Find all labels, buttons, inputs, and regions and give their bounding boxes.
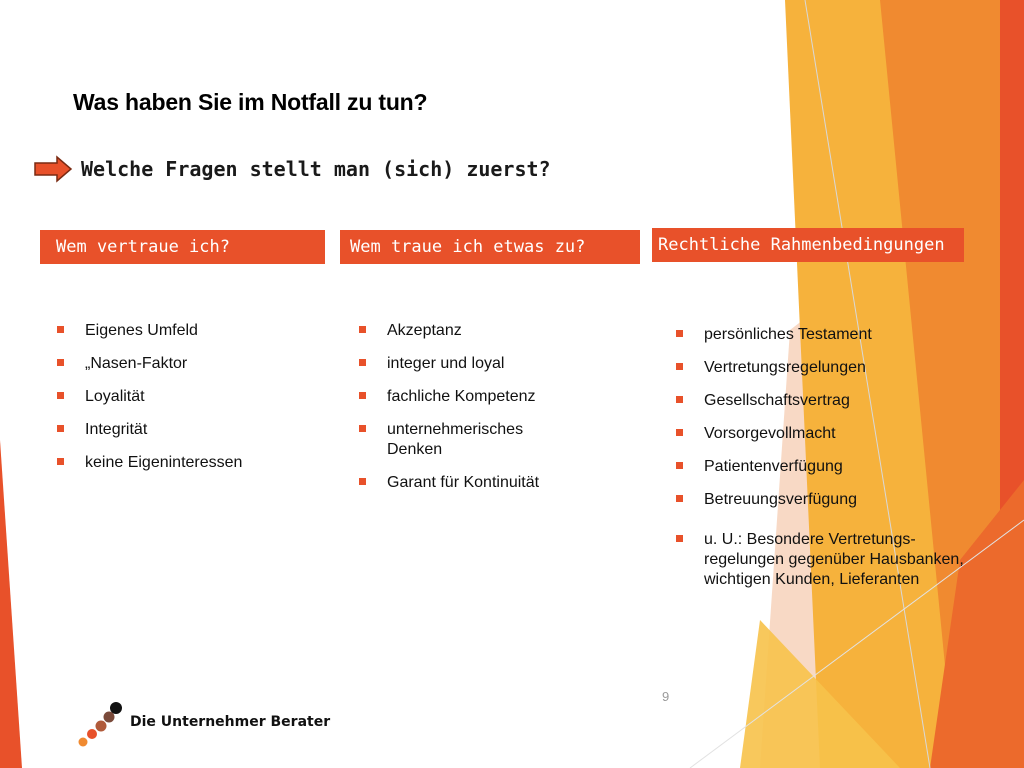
list-item: Vertretungsregelungen xyxy=(674,358,974,378)
page-title: Was haben Sie im Notfall zu tun? xyxy=(73,89,428,115)
square-bullet-icon xyxy=(359,359,366,366)
page-number: 9 xyxy=(662,689,670,704)
list-item: u. U.: Besondere Vertretungs-regelungen gegenüber Hausbanken, wichtigen Kunden, Lieferanten xyxy=(674,530,974,590)
column-header-trust: Wem vertraue ich? xyxy=(40,230,325,264)
column-header-legal: Rechtliche Rahmenbedingungen xyxy=(652,228,964,262)
square-bullet-icon xyxy=(57,326,64,333)
list-item: Eigenes Umfeld xyxy=(55,321,315,341)
dots-logo-icon xyxy=(76,700,136,750)
list-item: Garant für Kontinuität xyxy=(357,473,587,493)
left-accent-shape xyxy=(0,440,22,768)
square-bullet-icon xyxy=(57,359,64,366)
list-item: unternehmerisches Denken xyxy=(357,420,557,460)
square-bullet-icon xyxy=(359,326,366,333)
list-item: „Nasen-Faktor xyxy=(55,354,315,374)
square-bullet-icon xyxy=(359,425,366,432)
square-bullet-icon xyxy=(57,392,64,399)
square-bullet-icon xyxy=(676,462,683,469)
trust-list xyxy=(55,321,315,486)
square-bullet-icon xyxy=(676,330,683,337)
list-item: Loyalität xyxy=(55,387,315,407)
square-bullet-icon xyxy=(57,425,64,432)
list-item: Akzeptanz xyxy=(357,321,587,341)
company-logo-text: Die Unternehmer Berater xyxy=(130,714,331,730)
list-item: Vorsorgevollmacht xyxy=(674,424,974,444)
list-item: fachliche Kompetenz xyxy=(357,387,587,407)
square-bullet-icon xyxy=(359,392,366,399)
list-item: keine Eigeninteressen xyxy=(55,453,315,473)
right-arrow-icon xyxy=(33,155,73,183)
subtitle: Welche Fragen stellt man (sich) zuerst? xyxy=(81,157,551,181)
competence-list xyxy=(357,321,587,506)
list-item: Patientenverfügung xyxy=(674,457,974,477)
square-bullet-icon xyxy=(359,478,366,485)
list-item: Betreuungsverfügung xyxy=(674,490,974,510)
square-bullet-icon xyxy=(676,363,683,370)
list-item: integer und loyal xyxy=(357,354,587,374)
legal-list xyxy=(674,325,974,603)
list-item: persönliches Testament xyxy=(674,325,974,345)
square-bullet-icon xyxy=(676,429,683,436)
square-bullet-icon xyxy=(57,458,64,465)
square-bullet-icon xyxy=(676,396,683,403)
list-item: Gesellschaftsvertrag xyxy=(674,391,974,411)
column-header-competence: Wem traue ich etwas zu? xyxy=(340,230,640,264)
list-item: Integrität xyxy=(55,420,315,440)
square-bullet-icon xyxy=(676,535,683,542)
square-bullet-icon xyxy=(676,495,683,502)
